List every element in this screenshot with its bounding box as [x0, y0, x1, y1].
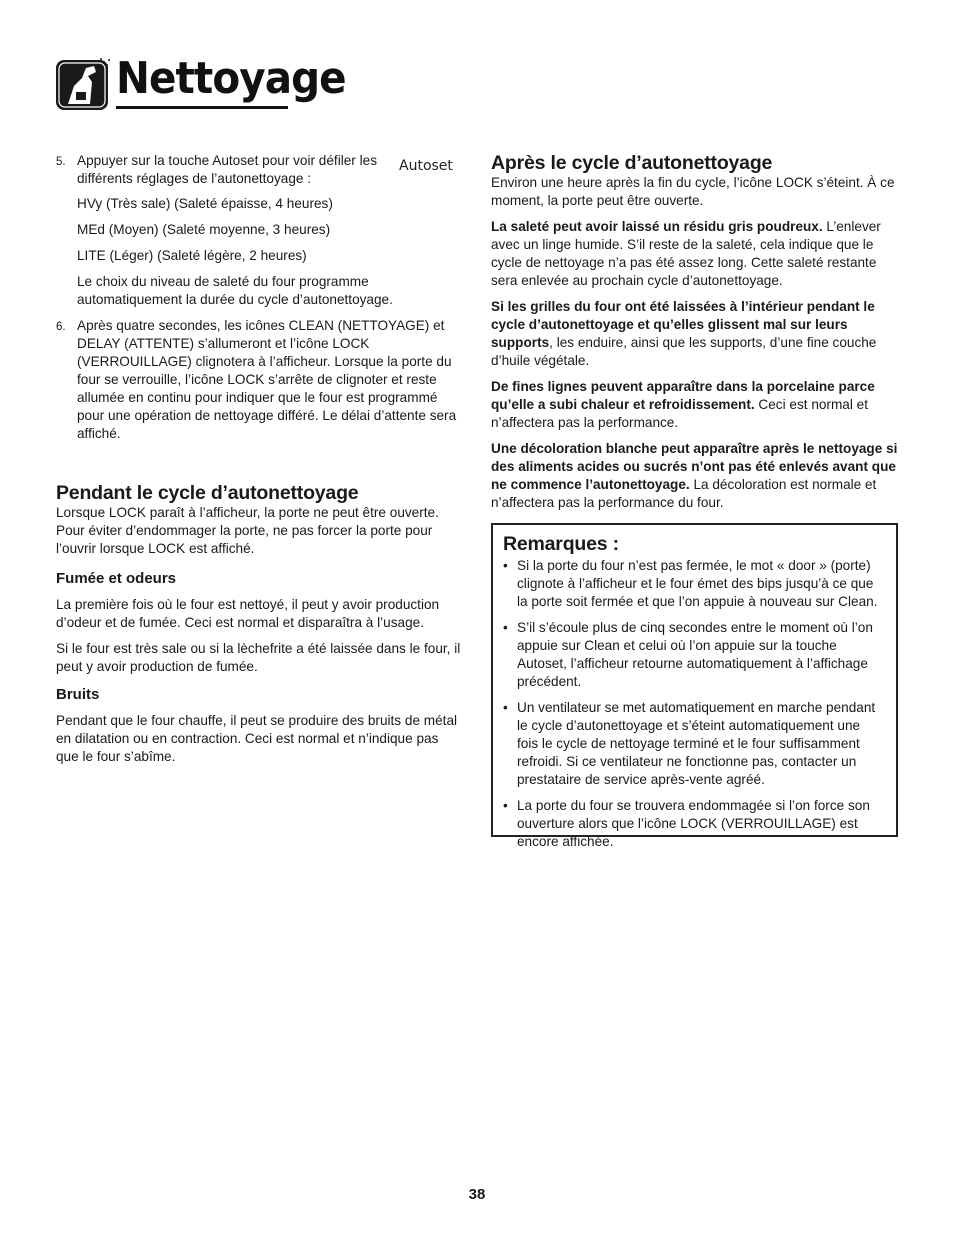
step-text: Appuyer sur la touche Autoset pour voir défiler les différents réglages de l’autonettoyage :	[77, 153, 377, 186]
step-number: 6.	[56, 321, 66, 333]
bruits-paragraph: Pendant que le four chauffe, il peut se produire des bruits de métal en dilatation ou en contraction. Ceci est normal et n’indique pas que le four s’abîme.	[56, 713, 458, 764]
grilles-paragraph	[491, 298, 901, 370]
subheading-bruits: Bruits	[56, 686, 100, 703]
page-number: 38	[468, 1186, 486, 1203]
pendant-text: Lorsque LOCK paraît à l’afficheur, la porte ne peut être ouverte. Pour éviter d’endommager la porte, ne pas forcer la porte pour l’ouvrir lorsque LOCK est affiché.	[56, 505, 439, 556]
decoloration-paragraph	[491, 440, 901, 512]
fumee-paragraph-2: Si le four est très sale ou si la lèchefrite a été laissée dans le four, il peut y avoir production de fumée.	[56, 641, 461, 674]
remarques-box	[491, 523, 898, 849]
remarque-item	[503, 619, 884, 691]
step-number: 5.	[56, 156, 66, 168]
subheading-fumee: Fumée et odeurs	[56, 570, 177, 587]
level-lite: LITE (Léger) (Saleté légère, 2 heures)	[77, 248, 307, 263]
remarque-item	[503, 699, 884, 789]
step-6	[56, 317, 462, 443]
remarque-text: Un ventilateur se met automatiquement en marche pendant le cycle d’autonettoyage et s’éteint automatiquement une fois le cycle de nettoyage terminé et le four suffisamment refroidi. Si ce ventilateur ne fonctionne pas, contacter un prestataire de service après-vente agréé.	[517, 700, 876, 787]
page-header	[54, 48, 346, 118]
grilles-bold: Si les grilles du four ont été laissées à l’intérieur pendant le cycle d’autonettoyage et qu’elles glissent mal sur leurs supports	[491, 299, 875, 350]
title-underline	[116, 106, 288, 109]
grilles-rest: , les enduire, ainsi que les supports, d’une fine couche d’huile végétale.	[491, 335, 877, 368]
page-title: Nettoyage	[116, 53, 346, 104]
step-text: Après quatre secondes, les icônes CLEAN (NETTOYAGE) et DELAY (ATTENTE) s’allumeront et l’icône LOCK (VERROUILLAGE) clignotera à l’afficheur. Lorsque la porte du four se verrouille, l’icône LOCK s’arrête de clignoter et reste allumée en continu pour indiquer que le four est programmé pour une opération de nettoyage différé. Le délai d’attente sera affiché.	[77, 318, 457, 441]
cleaning-spray-icon	[54, 56, 112, 114]
level-hvy: HVy (Très sale) (Saleté épaisse, 4 heures)	[77, 196, 333, 211]
remarque-text: Si la porte du four n’est pas fermée, le mot « door » (porte) clignote à l’afficheur et le four émet des bips jusqu’à ce que la porte soit fermée et que l’on appuie à nouveau sur Clean.	[517, 558, 878, 609]
level-med: MEd (Moyen) (Saleté moyenne, 3 heures)	[77, 222, 331, 237]
apres-text: Environ une heure après la fin du cycle, l’icône LOCK s’éteint. À ce moment, la porte peut être ouverte.	[491, 175, 895, 208]
remarque-text: La porte du four se trouvera endommagée si l’on force son ouverture alors que l’icône LOCK (VERROUILLAGE) est encore affichée.	[517, 798, 870, 849]
lignes-bold: De fines lignes peuvent apparaître dans la porcelaine parce qu’elle a subi chaleur et refroidissement.	[491, 379, 875, 412]
step-5	[56, 152, 462, 188]
left-column	[56, 152, 462, 774]
decoloration-rest: La décoloration est normale et n’affectera pas la performance du four.	[491, 477, 877, 510]
residue-paragraph	[491, 218, 901, 290]
bullet-marker: •	[503, 700, 508, 715]
section-heading-apres: Après le cycle d’autonettoyage	[491, 152, 773, 174]
decoloration-bold: Une décoloration blanche peut apparaître après le nettoyage si des aliments acides ou sucrés n’ont pas été enlevés avant que ne commence l’autonettoyage.	[491, 441, 898, 492]
bullet-marker: •	[503, 798, 508, 813]
fumee-paragraph-1: La première fois où le four est nettoyé, il peut y avoir production d’odeur et de fumée. Ceci est normal et disparaîtra à l’usage.	[56, 597, 440, 630]
residue-bold: La saleté peut avoir laissé un résidu gris poudreux.	[491, 219, 823, 234]
autoset-key-label: Autoset	[399, 158, 453, 174]
remarque-text: S’il s’écoule plus de cinq secondes entre le moment où l’on appuie sur Clean et celui où l’on appuie sur la touche Autoset, l’afficheur retourne automatiquement à l’affichage précédent.	[517, 620, 873, 689]
level-note: Le choix du niveau de saleté du four programme automatiquement la durée du cycle d’autonettoyage.	[77, 274, 393, 307]
section-heading-pendant: Pendant le cycle d’autonettoyage	[56, 482, 359, 504]
right-column	[491, 152, 901, 520]
remarque-item	[503, 557, 884, 611]
lignes-rest: Ceci est normal et n’affectera pas la performance.	[491, 397, 868, 430]
remarque-item	[503, 797, 884, 851]
bullet-marker: •	[503, 620, 508, 635]
remarques-heading: Remarques :	[503, 533, 619, 555]
bullet-marker: •	[503, 558, 508, 573]
lignes-paragraph	[491, 378, 901, 432]
residue-rest: L’enlever avec un linge humide. S’il reste de la saleté, cela indique que le cycle de nettoyage n’a pas été assez long. Cette saleté restante sera enlevée au prochain cycle d’autonettoyage.	[491, 219, 881, 288]
